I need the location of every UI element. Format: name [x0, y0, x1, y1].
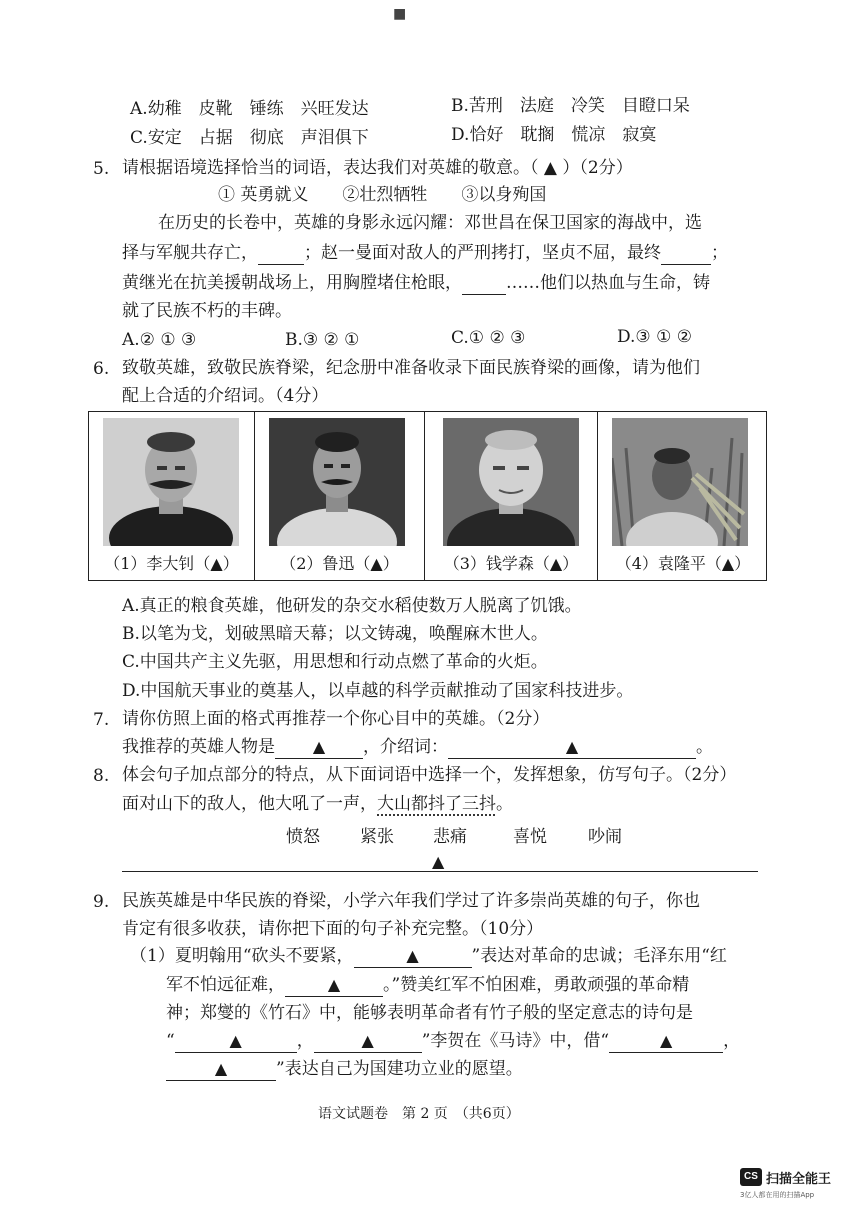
q9-blank-5[interactable]: ▲ [609, 1030, 723, 1053]
q7-number: 7. [93, 710, 110, 730]
q5-para-line3: 黄继光在抗美援朝战场上，用胸膛堵住枪眼， ……他们以热血与生命，铸 [122, 273, 710, 293]
q8-number: 8. [93, 766, 110, 786]
q5-blank-2[interactable] [661, 242, 711, 265]
q7-blank-hero[interactable]: ▲ [275, 736, 363, 759]
q7-answer-line: 我推荐的英雄人物是 ▲ ，介绍词： ▲ 。 [122, 737, 713, 757]
q7-blank-intro[interactable]: ▲ [448, 736, 696, 759]
q5-blank-1[interactable] [258, 242, 304, 265]
q8-answer-line[interactable] [122, 871, 758, 872]
q9-number: 9. [93, 892, 110, 912]
q6-option-c: C.中国共产主义先驱，用思想和行动点燃了革命的火炬。 [122, 652, 548, 672]
q8-word-2: 紧张 [360, 827, 394, 847]
q6-stem-line1: 致敬英雄，致敬民族脊梁，纪念册中准备收录下面民族脊梁的画像，请为他们 [122, 358, 700, 378]
q9-blank-3[interactable]: ▲ [175, 1030, 297, 1053]
q9-stem-line2: 肯定有很多收获，请你把下面的句子补充完整。（10分） [122, 919, 544, 939]
scanner-watermark [740, 1168, 850, 1208]
portrait-qian-xuesen [443, 418, 579, 546]
scanner-tagline: 3亿人都在用的扫描App [740, 1191, 815, 1199]
q9-blank-1[interactable]: ▲ [354, 945, 472, 968]
portrait-table [88, 411, 767, 581]
portrait-yuan-longping [612, 418, 748, 546]
portrait-cell-3 [425, 412, 598, 580]
q8-word-3: 悲痛 [433, 827, 467, 847]
q5-stem: 请根据语境选择恰当的词语，表达我们对英雄的敬意。（ ▲ ）（2分） [122, 158, 633, 178]
q5-para-line1: 在历史的长卷中，英雄的身影永远闪耀：邓世昌在保卫国家的海战中，选 [158, 213, 702, 233]
q9-line5: ▲ ”表达自己为国建功立业的愿望。 [166, 1058, 523, 1081]
portrait-cell-1 [89, 412, 255, 580]
q6-option-b: B.以笔为戈，划破黑暗天幕；以文铸魂，唤醒麻木世人。 [122, 624, 548, 644]
q5-blank-3[interactable] [462, 272, 506, 295]
q6-option-a: A.真正的粮食英雄，他研发的杂交水稻使数万人脱离了饥饿。 [122, 596, 582, 616]
q5-para-line4: 就了民族不朽的丰碑。 [122, 301, 292, 321]
portrait-lu-xun [269, 418, 405, 546]
q8-dotted-phrase: 大山都抖了三抖 [377, 794, 496, 814]
q8-word-5: 吵闹 [588, 827, 622, 847]
q5-option-b: B.③ ② ① [285, 330, 360, 350]
caption-li-dazhao: （1）李大钊（▲） [104, 554, 239, 573]
q9-line3: 神；郑燮的《竹石》中，能够表明革命者有竹子般的坚定意志的诗句是 [166, 1003, 693, 1023]
q4-option-c: C.安定 占据 彻底 声泪俱下 [130, 128, 369, 148]
scanner-logo-icon: CS [740, 1168, 762, 1186]
q9-stem-line1: 民族英雄是中华民族的脊梁，小学六年我们学过了许多崇尚英雄的句子，你也 [122, 891, 700, 911]
q6-number: 6. [93, 359, 110, 379]
portrait-li-dazhao [103, 418, 239, 546]
q6-option-d: D.中国航天事业的奠基人，以卓越的科学贡献推动了国家科技进步。 [122, 681, 634, 701]
caption-lu-xun: （2）鲁迅（▲） [280, 554, 399, 573]
scanner-name: 扫描全能王 [766, 1172, 832, 1187]
q5-option-a: A.② ① ③ [122, 330, 197, 350]
q9-line4: “ ▲ ， ▲ ”李贺在《马诗》中，借“ ▲ ， [166, 1031, 741, 1051]
q9-blank-2[interactable]: ▲ [285, 974, 383, 997]
q9-blank-4[interactable]: ▲ [314, 1030, 422, 1053]
q9-line1: （1）夏明翰用“砍头不要紧， ▲ ”表达对革命的忠诚；毛泽东用“红 [130, 946, 727, 966]
q9-blank-6[interactable]: ▲ [166, 1058, 276, 1081]
q5-option-d: D.③ ① ② [617, 327, 692, 347]
q5-number: 5. [93, 159, 110, 179]
q4-option-d: D.恰好 耽搁 慌凉 寂寞 [451, 125, 657, 145]
q8-word-4: 喜悦 [513, 827, 547, 847]
portrait-cell-2 [255, 412, 425, 580]
q6-stem-line2: 配上合适的介绍词。（4分） [122, 386, 329, 406]
q8-word-1: 愤怒 [286, 827, 320, 847]
page-footer: 语文试题卷 第 2 页 （共6页） [318, 1106, 520, 1122]
q4-option-a: A.幼稚 皮靴 锤练 兴旺发达 [130, 99, 369, 119]
caption-yuan-longping: （4）袁隆平（▲） [615, 554, 751, 573]
q7-stem: 请你仿照上面的格式再推荐一个你心目中的英雄。（2分） [122, 709, 550, 729]
q8-sentence: 面对山下的敌人，他大吼了一声，大山都抖了三抖。 [122, 794, 513, 814]
caption-qian-xuesen: （3）钱学森（▲） [443, 554, 579, 573]
q5-para-line2: 择与军舰共存亡， ；赵一曼面对敌人的严刑拷打，坚贞不屈，最终 ； [122, 243, 728, 263]
header-mark: ■ [393, 6, 407, 22]
q8-answer-mark: ▲ [432, 852, 445, 871]
portrait-cell-4 [598, 412, 768, 580]
q5-option-c: C.① ② ③ [451, 328, 526, 348]
q8-stem: 体会句子加点部分的特点，从下面词语中选择一个，发挥想象，仿写句子。（2分） [122, 765, 737, 785]
q9-line2: 军不怕远征难， ▲ 。”赞美红军不怕困难，勇敢顽强的革命精 [166, 975, 690, 995]
q4-option-b: B.苦刑 法庭 冷笑 目瞪口呆 [451, 96, 690, 116]
q5-choices: ① 英勇就义 ②壮烈牺牲 ③以身殉国 [218, 185, 547, 205]
